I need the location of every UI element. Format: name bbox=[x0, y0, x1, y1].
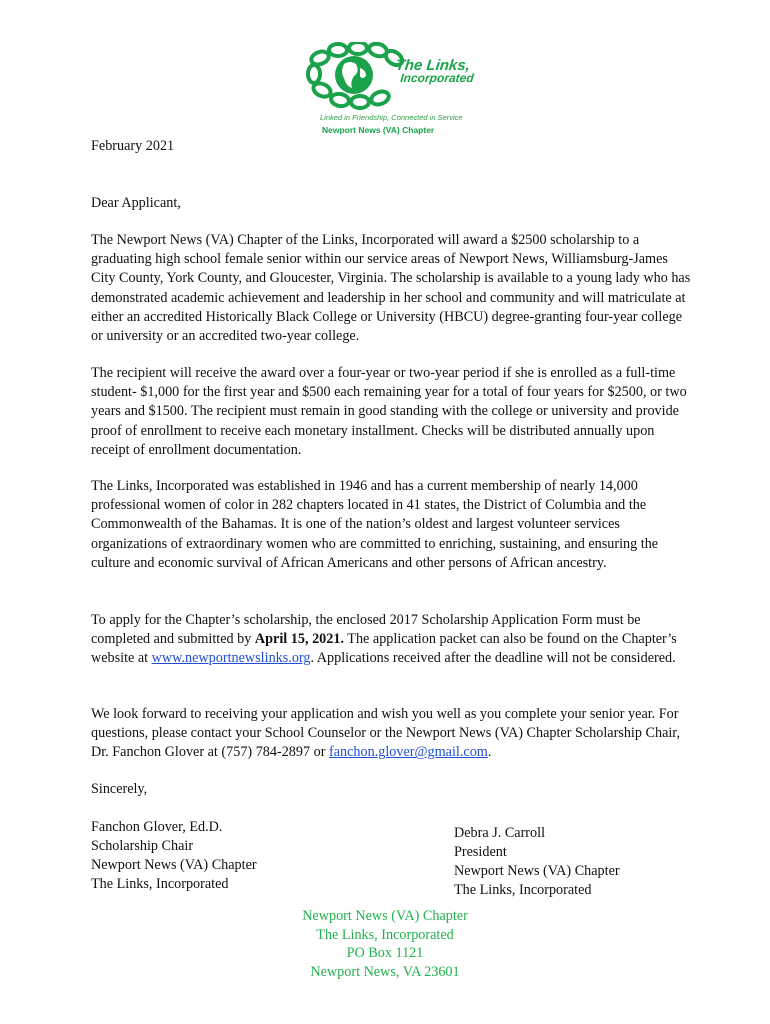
paragraph-about-links bbox=[91, 477, 691, 573]
website-link[interactable]: www.newportnewslinks.org bbox=[151, 650, 311, 667]
letter-greeting: Dear Applicant, bbox=[91, 195, 181, 211]
footer-line: Newport News, VA 23601 bbox=[310, 963, 460, 980]
signer-name: Fanchon Glover, Ed.D. bbox=[91, 819, 223, 835]
letter-closing: Sincerely, bbox=[91, 781, 148, 797]
contact-text-2: . bbox=[487, 744, 492, 761]
paragraph-text: The recipient will receive the award over a four-year or two-year period if she is enrolled as a full-time student- $1,000 for the first year and $500 each remaining year for a total of four years for $2500, or two years and $1500. The recipient must remain in good standing with the college or university and provide proof of enrollment to receive each monetary installment. Checks will be distributed annually upon receipt of enrollment documentation. bbox=[91, 365, 687, 458]
signer-name: Debra J. Carroll bbox=[454, 825, 546, 841]
signer-chapter: Newport News (VA) Chapter bbox=[454, 863, 620, 879]
footer-address bbox=[0, 907, 770, 981]
apply-text-3: . Applications received after the deadline will not be considered. bbox=[310, 650, 676, 667]
signer-organization: The Links, Incorporated bbox=[91, 876, 229, 892]
footer-line: Newport News (VA) Chapter bbox=[302, 908, 468, 924]
contact-text-1: We look forward to receiving your application and wish you well as you complete your senior year. For questions, please contact your School Counselor or the Newport News (VA) Chapter Scholarship Chair, Dr. Fanchon Glover at (757) 784-2897 or bbox=[91, 706, 681, 761]
paragraph-payment bbox=[91, 364, 691, 460]
logo-name-line1: The Links, bbox=[394, 57, 471, 74]
paragraph-apply bbox=[91, 611, 691, 669]
paragraph-text: The Links, Incorporated was established in 1946 and has a current membership of nearly 14,000 professional women of color in 282 chapters located in 41 states, the District of Columbia and the Commonwealth of the Bahamas. It is one of the nation’s oldest and largest volunteer services organizations of extraordinary women who are committed to enriching, sustaining, and ensuring the culture and economic survival of African Americans and other persons of African ancestry. bbox=[91, 478, 659, 571]
email-link[interactable]: fanchon.glover@gmail.com bbox=[329, 744, 488, 761]
logo-name bbox=[394, 59, 476, 85]
logo-tagline: Linked in Friendship, Connected in Service bbox=[320, 113, 463, 122]
signer-title: Scholarship Chair bbox=[91, 838, 194, 854]
logo-name-line2: Incorporated bbox=[399, 71, 475, 85]
paragraph-text: The Newport News (VA) Chapter of the Links, Incorporated will award a $2500 scholarship to a graduating high school female senior within our service areas of Newport News, Williamsburg-James City County, York County, and Gloucester, Virginia. The scholarship is available to a young lady who has demonstrated academic achievement and leadership in her school and community and will matriculate at either an accredited Historically Black College or University (HBCU) degree-granting four-year college or university or an accredited two-year college. bbox=[91, 232, 691, 345]
apply-text-2: The application packet can also be found on the Chapter’s website at bbox=[91, 631, 677, 667]
paragraph-contact bbox=[91, 705, 691, 763]
footer-line: PO Box 1121 bbox=[346, 945, 424, 961]
apply-text-1: To apply for the Chapter’s scholarship, the enclosed 2017 Scholarship Application Form must be completed and submitted by bbox=[91, 612, 641, 648]
signer-chapter: Newport News (VA) Chapter bbox=[91, 857, 257, 873]
signer-organization: The Links, Incorporated bbox=[454, 882, 592, 898]
links-logo bbox=[300, 42, 475, 138]
signer-title: President bbox=[454, 844, 507, 860]
paragraph-award bbox=[91, 231, 691, 346]
logo-chapter: Newport News (VA) Chapter bbox=[322, 125, 435, 135]
signature-block-left bbox=[91, 818, 257, 894]
letter-date: February 2021 bbox=[91, 138, 175, 154]
deadline-date: April 15, 2021. bbox=[254, 631, 344, 648]
signature-block-right bbox=[454, 824, 620, 900]
footer-line: The Links, Incorporated bbox=[316, 926, 454, 943]
